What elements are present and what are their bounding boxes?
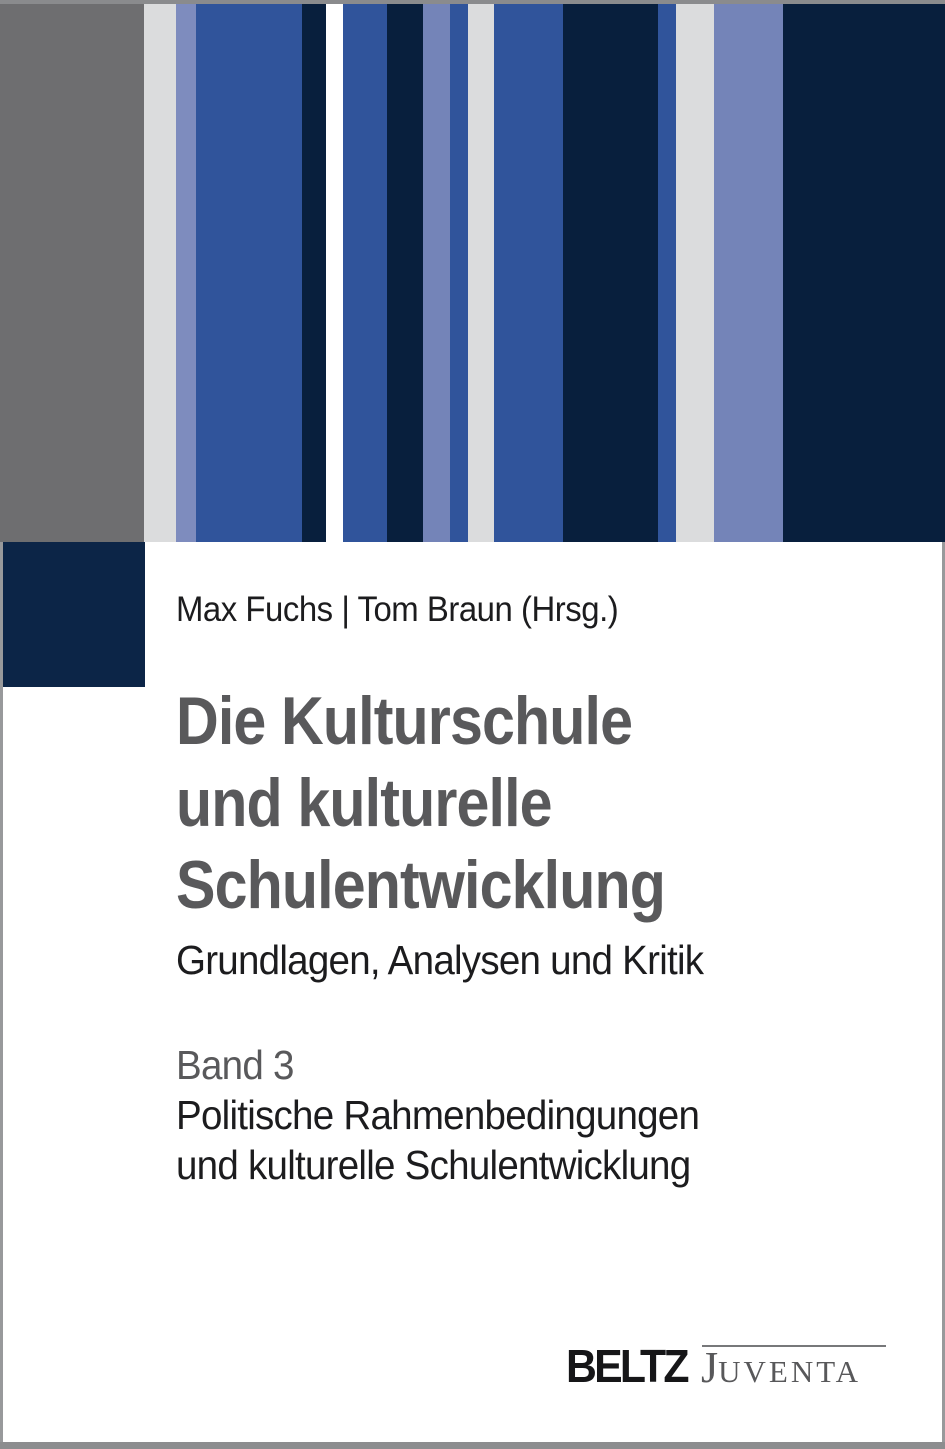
left-border	[0, 542, 3, 1442]
series-block	[176, 1040, 699, 1190]
book-title	[176, 680, 665, 926]
juventa-rest: UVENTA	[718, 1354, 862, 1389]
stripe	[423, 4, 450, 542]
book-title-line-1: Die Kulturschule	[176, 683, 633, 759]
stripe	[714, 4, 783, 542]
stripe	[326, 4, 343, 542]
band-title-line-2: und kulturelle Schulentwicklung	[176, 1142, 691, 1188]
stripe	[144, 4, 176, 542]
stripe	[563, 4, 658, 542]
stripe	[302, 4, 326, 542]
book-title-line-2: und kulturelle	[176, 765, 552, 841]
stripe	[450, 4, 468, 542]
stripe	[0, 4, 144, 542]
stripe-band	[0, 4, 945, 542]
stripe	[387, 4, 423, 542]
stripe	[343, 4, 387, 542]
stripe	[468, 4, 494, 542]
stripe	[494, 4, 563, 542]
stripe	[783, 4, 945, 542]
bottom-border	[0, 1442, 945, 1449]
publisher-logo-beltz: BELTZ	[566, 1340, 687, 1392]
juventa-initial: J	[701, 1343, 719, 1392]
book-title-line-3: Schulentwicklung	[176, 847, 666, 923]
stripe	[658, 4, 676, 542]
book-subtitle: Grundlagen, Analysen und Kritik	[176, 937, 704, 983]
band-title-line-1: Politische Rahmenbedingungen	[176, 1092, 700, 1138]
author-line: Max Fuchs | Tom Braun (Hrsg.)	[176, 590, 619, 629]
band-label: Band 3	[176, 1042, 294, 1088]
stripe	[676, 4, 714, 542]
stripe	[196, 4, 302, 542]
stripe	[176, 4, 196, 542]
top-border	[0, 0, 945, 4]
navy-block	[3, 542, 145, 687]
publisher-logo-juventa	[701, 1343, 862, 1400]
